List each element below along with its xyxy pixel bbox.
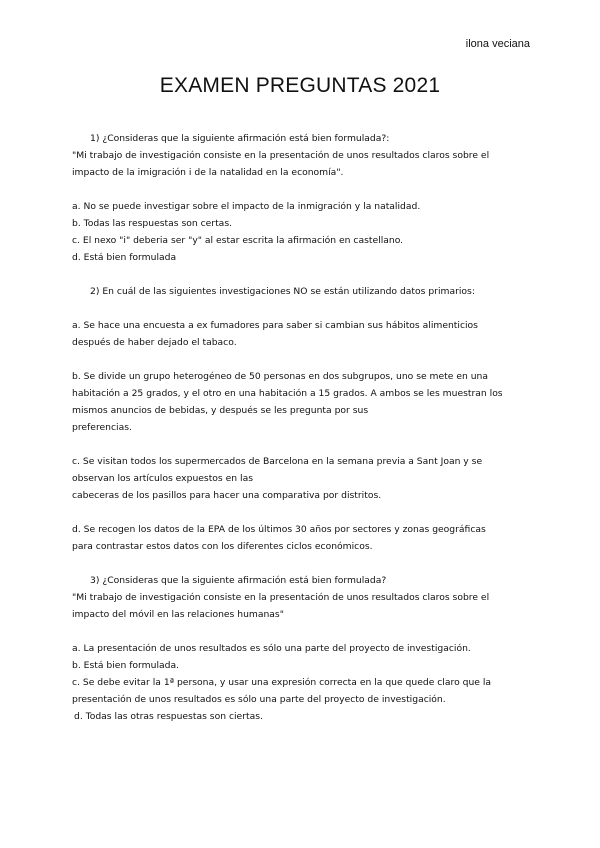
question-2-option-a-line-1: a. Se hace una encuesta a ex fumadores para saber si cambian sus hábitos alimenticios <box>72 320 478 331</box>
exam-title: EXAMEN PREGUNTAS 2021 <box>159 74 441 97</box>
question-2-option-a-line-2: después de haber dejado el tabaco. <box>72 337 237 348</box>
question-1-quote-line-1: "Mi trabajo de investigación consiste en la presentación de unos resultados claros sobre el <box>72 150 490 161</box>
question-1-option-a: a. No se puede investigar sobre el impacto de la inmigración y la natalidad. <box>72 201 421 212</box>
question-1-option-c: c. El nexo "i" deberia ser "y" al estar escrita la afirmación en castellano. <box>72 235 404 246</box>
question-1-option-b: b. Todas las respuestas son certas. <box>72 218 233 229</box>
question-2-option-b-line-4: preferencias. <box>72 422 132 433</box>
question-2-option-d-line-2: para contrastar estos datos con los diferentes ciclos económicos. <box>72 541 373 552</box>
exam-body <box>72 130 528 725</box>
question-2-option-b-line-1: b. Se divide un grupo heterogéneo de 50 personas en dos subgrupos, uno se mete en una <box>72 371 489 382</box>
question-2-option-c-line-1: c. Se visitan todos los supermercados de Barcelona en la semana previa a Sant Joan y se <box>72 456 483 467</box>
question-2-option-b-line-2: habitación a 25 grados, y el otro en una habitación a 15 grados. A ambos se les muestran los <box>72 388 503 399</box>
question-2-option-c-line-3: cabeceras de los pasillos para hacer una comparativa por distritos. <box>72 490 382 501</box>
question-2-option-b-line-3: mismos anuncios de bebidas, y después se les pregunta por sus <box>72 405 369 416</box>
question-2: 2) En cuál de las siguientes investigaciones NO se están utilizando datos primarios: <box>90 286 475 297</box>
question-2-option-c-line-2: observan los artículos expuestos en las <box>72 473 253 484</box>
question-3-option-c-line-1: c. Se debe evitar la 1ª persona, y usar una expresión correcta en la que quede claro que la <box>72 677 492 688</box>
question-3-option-d: d. Todas las otras respuestas son ciertas. <box>74 711 263 722</box>
question-3-option-a: a. La presentación de unos resultados es sólo una parte del proyecto de investigación. <box>72 643 471 654</box>
question-1: 1) ¿Consideras que la siguiente afirmación está bien formulada?: <box>90 133 390 144</box>
question-3-option-b: b. Está bien formulada. <box>72 660 180 671</box>
question-1-option-d: d. Está bien formulada <box>72 252 177 263</box>
question-3-quote-line-1: "Mi trabajo de investigación consiste en la presentación de unos resultados claros sobre el <box>72 592 490 603</box>
question-3: 3) ¿Consideras que la siguiente afirmación está bien formulada? <box>90 575 387 586</box>
question-2-option-d-line-1: d. Se recogen los datos de la EPA de los últimos 30 años por sectores y zonas geográficas <box>72 524 486 535</box>
question-3-option-c-line-2: presentación de unos resultados es sólo una parte del proyecto de investigación. <box>72 694 446 705</box>
author-name: ilona veciana <box>465 38 530 50</box>
question-1-quote-line-2: impacto de la imigración i de la natalidad en la economía". <box>72 167 344 178</box>
question-3-quote-line-2: impacto del móvil en las relaciones humanas" <box>72 609 284 620</box>
